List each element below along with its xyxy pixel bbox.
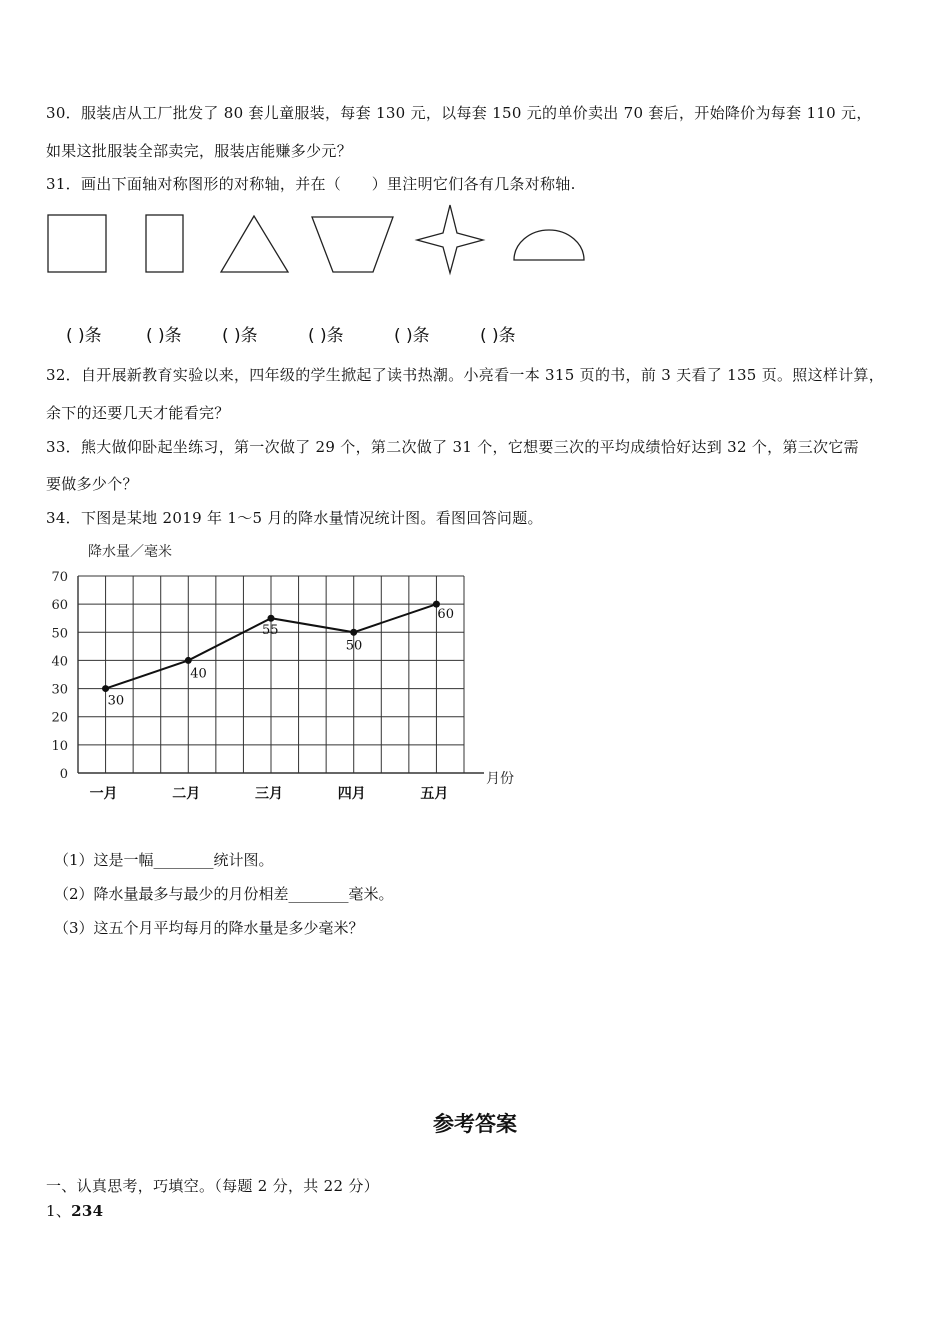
rectangle-shape [146, 215, 183, 272]
x-tick-label: 四月 [337, 786, 366, 802]
answer-item-1-value: 234 [71, 1202, 104, 1220]
y-tick-label: 10 [51, 738, 68, 754]
y-axis-label: 降水量／毫米 [88, 544, 172, 560]
q34-sub2: （2）降水量最多与最少的月份相差________毫米。 [54, 885, 394, 903]
x-tick-label: 一月 [89, 786, 118, 802]
rainfall-chart [40, 536, 540, 811]
rainfall-line-chart [40, 536, 540, 811]
blank-2: ( )条 [146, 326, 182, 346]
q30-line1: 30．服装店从工厂批发了 80 套儿童服装，每套 130 元，以每套 150 元的单价卖出 70 套后，开始降价为每套 110 元， [46, 104, 872, 122]
y-tick-label: 70 [51, 570, 68, 585]
answers-section1: 一、认真思考，巧填空。（每题 2 分，共 22 分） [46, 1177, 380, 1195]
y-tick-label: 20 [51, 710, 68, 726]
q34-sub1: （1）这是一幅________统计图。 [54, 851, 274, 869]
star-shape [417, 205, 483, 273]
data-point [268, 615, 275, 622]
answers-title: 参考答案 [433, 1112, 517, 1136]
q32-line1: 32．自开展新教育实验以来，四年级的学生掀起了读书热潮。小亮看一本 315 页的书，前 3 天看了 135 页。照这样计算， [46, 366, 885, 384]
semicircle-shape [514, 230, 584, 260]
symmetry-shapes [44, 200, 604, 280]
q30-line2: 如果这批服装全部卖完，服装店能赚多少元？ [46, 142, 353, 160]
q33-line2: 要做多少个？ [46, 475, 138, 493]
trapezoid-shape [312, 217, 393, 272]
q31-text: 31．画出下面轴对称图形的对称轴，并在（ ）里注明它们各有几条对称轴. [46, 175, 576, 193]
data-label: 40 [190, 666, 207, 682]
data-label: 50 [345, 638, 363, 654]
q33-line1: 33．熊大做仰卧起坐练习，第一次做了 29 个，第二次做了 31 个，它想要三次的平均成绩恰好达到 32 个，第三次它需 [46, 438, 859, 456]
y-tick-label: 0 [59, 767, 68, 782]
x-tick-label: 二月 [172, 786, 201, 802]
y-tick-label: 50 [51, 626, 68, 642]
y-tick-label: 30 [51, 682, 68, 698]
data-label: 30 [107, 693, 125, 709]
x-tick-label: 五月 [420, 786, 449, 802]
blank-1: ( )条 [66, 326, 102, 346]
q34-sub3: （3）这五个月平均每月的降水量是多少毫米？ [54, 919, 364, 937]
y-tick-label: 40 [51, 654, 68, 670]
answer-item-1-label: 1、 [46, 1202, 72, 1220]
q34-text: 34．下图是某地 2019 年 1～5 月的降水量情况统计图。看图回答问题。 [46, 509, 543, 527]
data-label: 55 [262, 623, 279, 639]
data-point [185, 657, 192, 664]
data-label: 60 [437, 607, 454, 623]
blank-5: ( )条 [394, 326, 430, 346]
blank-6: ( )条 [480, 326, 516, 346]
answer-item-1 [46, 1200, 103, 1221]
square-shape [48, 215, 106, 272]
data-point [102, 685, 109, 692]
axis-count-blanks [66, 321, 586, 347]
data-point [350, 629, 357, 636]
q32-line2: 余下的还要几天才能看完？ [46, 404, 230, 422]
y-tick-label: 60 [51, 598, 68, 614]
x-tick-label: 三月 [255, 786, 283, 802]
blank-4: ( )条 [308, 326, 344, 346]
blank-3: ( )条 [222, 326, 258, 346]
triangle-shape [221, 216, 288, 272]
x-axis-label: 月份 [486, 771, 514, 787]
